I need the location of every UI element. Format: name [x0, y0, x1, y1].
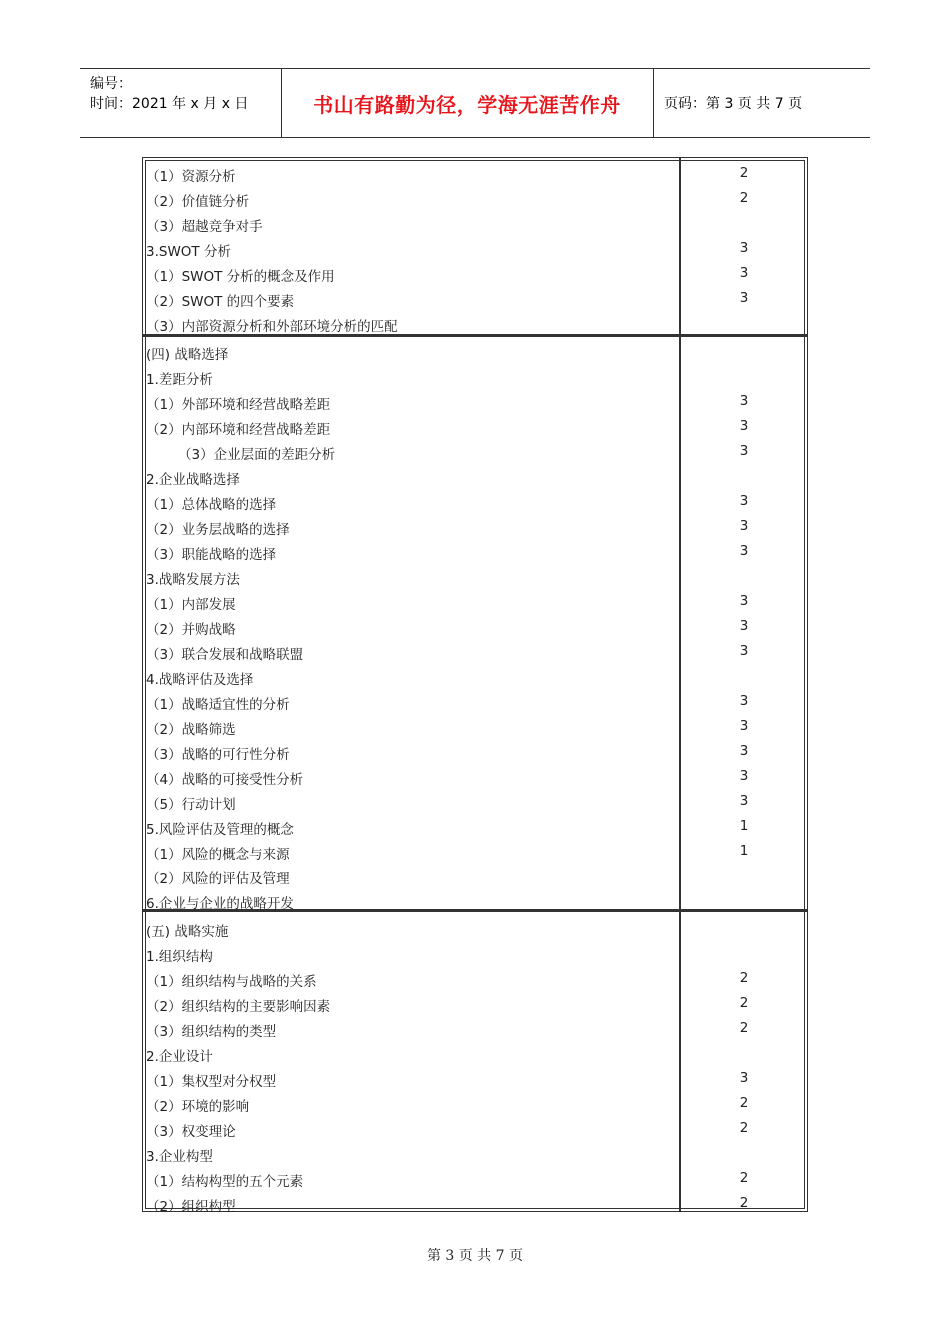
table-row [143, 415, 807, 440]
table-row [143, 262, 807, 287]
row-item-text: （1）内部发展 [146, 596, 236, 613]
row-item-text: （2）并购战略 [146, 621, 236, 638]
table-row [143, 690, 807, 715]
row-hours-value: 2 [739, 1095, 749, 1112]
row-item-text: 1.组织结构 [146, 949, 213, 966]
row-hours-value: 2 [739, 190, 749, 206]
row-hours-value: 2 [739, 1170, 749, 1187]
row-hours-value: 2 [739, 1120, 749, 1137]
row-item-text: （2）价值链分析 [146, 194, 250, 210]
row-item-text: （3）组织结构的类型 [146, 1024, 277, 1041]
table-row [143, 1117, 807, 1142]
row-item-text: 3.SWOT 分析 [146, 243, 231, 260]
time-label: 时间：2021 年 x 月 x 日 [90, 96, 249, 112]
table-row [143, 615, 807, 640]
row-hours-value: 1 [739, 842, 749, 859]
table-row [143, 815, 807, 840]
row-item-text: （1）风险的概念与来源 [146, 846, 290, 863]
syllabus-table [142, 157, 808, 1216]
table-row [143, 967, 807, 992]
table-row [143, 917, 807, 942]
row-item-text: （1）集权型对分权型 [146, 1074, 277, 1091]
row-hours-value: 2 [739, 995, 749, 1012]
row-hours-value: 2 [739, 165, 749, 181]
row-item-text: （2）内部环境和经营战略差距 [146, 421, 331, 438]
table-row [143, 889, 807, 914]
row-item-text: （5）行动计划 [146, 796, 236, 813]
row-item-text: （3）企业层面的差距分析 [178, 446, 336, 463]
page-header [80, 68, 870, 138]
page-footer: 第 3 页 共 7 页 [426, 1248, 524, 1264]
row-hours-value: 3 [739, 442, 749, 459]
table-row [143, 1017, 807, 1042]
row-hours-value: 3 [739, 517, 749, 534]
row-hours-value: 3 [739, 264, 749, 281]
table-row [143, 465, 807, 490]
row-item-text: （2）环境的影响 [146, 1099, 250, 1116]
row-item-text: 2.企业战略选择 [146, 471, 240, 488]
row-hours-value: 3 [739, 692, 749, 709]
row-hours-value: 3 [739, 542, 749, 559]
table-row [143, 390, 807, 415]
row-item-text: 2.企业设计 [146, 1049, 213, 1066]
table-row [143, 187, 807, 212]
table-row [143, 942, 807, 967]
table-row [143, 765, 807, 790]
row-item-text: （2）业务层战略的选择 [146, 521, 290, 538]
row-hours-value: 2 [739, 970, 749, 987]
row-item-text: 5.风险评估及管理的概念 [146, 821, 294, 838]
row-item-text: （1）战略适宜性的分析 [146, 696, 290, 713]
row-hours-value: 3 [739, 642, 749, 659]
row-item-text: （2）战略筛选 [146, 721, 236, 738]
header-page-label: 页码：第 3 页 共 7 页 [664, 96, 803, 112]
table-row [143, 1067, 807, 1092]
table-row [143, 340, 807, 365]
table-row [143, 287, 807, 312]
row-item-text: （2）风险的评估及管理 [146, 871, 290, 888]
header-meta-cell [80, 69, 282, 137]
table-row [143, 640, 807, 665]
row-item-text: 3.战略发展方法 [146, 571, 240, 588]
row-item-text: 6.企业与企业的战略开发 [146, 896, 294, 913]
row-item-text: (四) 战略选择 [146, 346, 229, 363]
row-item-text: （4）战略的可接受性分析 [146, 771, 304, 788]
row-item-text: 4.战略评估及选择 [146, 671, 254, 688]
row-hours-value: 3 [739, 767, 749, 784]
table-row [143, 162, 807, 187]
row-item-text: （3）内部资源分析和外部环境分析的匹配 [146, 318, 398, 335]
table-row [143, 312, 807, 337]
row-item-text: （1）组织结构与战略的关系 [146, 974, 317, 991]
row-hours-value: 3 [739, 392, 749, 409]
row-hours-value: 3 [739, 792, 749, 809]
table-row [143, 864, 807, 889]
table-row [143, 740, 807, 765]
table-row [143, 1042, 807, 1067]
row-item-text: (五) 战略实施 [146, 924, 229, 941]
row-item-text: （3）联合发展和战略联盟 [146, 646, 304, 663]
row-hours-value: 3 [739, 617, 749, 634]
row-hours-value: 3 [739, 239, 749, 256]
table-row [143, 840, 807, 865]
row-item-text: （1）总体战略的选择 [146, 496, 277, 513]
row-hours-value: 1 [739, 817, 749, 834]
table-row [143, 790, 807, 815]
table-row [143, 515, 807, 540]
row-item-text: （2）组织结构的主要影响因素 [146, 999, 331, 1016]
row-item-text: （3）战略的可行性分析 [146, 746, 290, 763]
row-hours-value: 3 [739, 417, 749, 434]
code-label: 编号： [90, 76, 132, 92]
table-row [143, 1192, 807, 1217]
row-hours-value: 3 [739, 592, 749, 609]
table-row [143, 715, 807, 740]
table-row [143, 237, 807, 262]
row-item-text: （2）组织构型 [146, 1199, 236, 1216]
row-hours-value: 3 [739, 492, 749, 509]
row-hours-value: 2 [739, 1020, 749, 1037]
table-row [143, 212, 807, 237]
table-row [143, 590, 807, 615]
row-item-text: （1）结构构型的五个元素 [146, 1174, 304, 1191]
row-item-text: 3.企业构型 [146, 1149, 213, 1166]
table-row [143, 992, 807, 1017]
row-item-text: 1.差距分析 [146, 371, 213, 388]
row-item-text: （1）SWOT 分析的概念及作用 [146, 268, 335, 285]
row-item-text: （3）超越竞争对手 [146, 219, 263, 235]
row-hours-value: 3 [739, 742, 749, 759]
table-row [143, 665, 807, 690]
table-row [143, 440, 807, 465]
row-item-text: （3）权变理论 [146, 1124, 236, 1141]
row-item-text: （1）资源分析 [146, 169, 236, 185]
row-hours-value: 3 [739, 289, 749, 306]
table-row [143, 565, 807, 590]
table-row [143, 1142, 807, 1167]
table-row [143, 490, 807, 515]
table-row [143, 540, 807, 565]
row-item-text: （3）职能战略的选择 [146, 546, 277, 563]
table-row [143, 365, 807, 390]
row-item-text: （2）SWOT 的四个要素 [146, 293, 295, 310]
row-hours-value: 3 [739, 717, 749, 734]
table-row [143, 1167, 807, 1192]
row-hours-value: 3 [739, 1070, 749, 1087]
row-hours-value: 2 [739, 1195, 749, 1212]
header-motto: 书山有路勤为径，学海无涯苦作舟 [281, 69, 654, 137]
row-item-text: （1）外部环境和经营战略差距 [146, 396, 331, 413]
table-row [143, 1092, 807, 1117]
